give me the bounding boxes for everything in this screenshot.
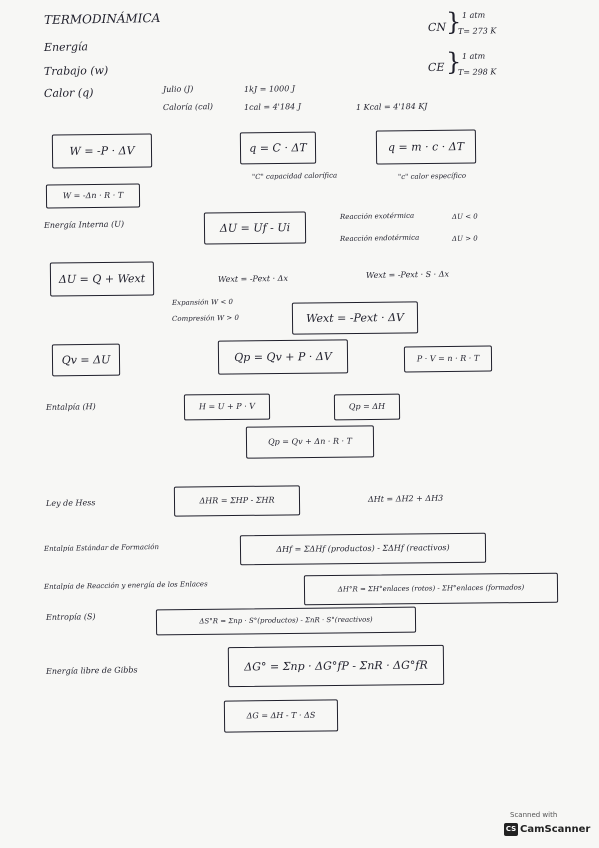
ce-brace: } (446, 48, 462, 76)
camscanner-logo-icon: CS (504, 823, 518, 836)
specific-heat-caption: "c" calor específico (397, 171, 467, 181)
gibbs-enthalpy-formula: ΔG = ΔH - T · ΔS (246, 710, 316, 721)
bond-enthalpy-formula: ΔH°R = ΣH°enlaces (rotos) - ΣH°enlaces (formados) (337, 583, 525, 594)
first-law-formula: ΔU = Q + Wext (58, 272, 146, 286)
internal-energy-label: Energía Interna (U) (43, 219, 125, 230)
hess-formula: ΔHR = ΣHP - ΣHR (199, 495, 275, 506)
endothermic-condition: ΔU > 0 (451, 234, 478, 243)
work-moles-box (46, 184, 140, 209)
page-title: TERMODINÁMICA (43, 10, 161, 27)
kcal-equivalence: 1 Kcal = 4'184 KJ (355, 101, 428, 112)
watermark-scanned-with: Scanned with (510, 811, 558, 819)
ce-pressure: 1 atm (461, 51, 486, 61)
qp-enthalpy-box (334, 394, 400, 421)
entropy-box (156, 607, 416, 636)
gibbs-enthalpy-box (224, 699, 338, 732)
qp-moles-formula: Qp = Qv + Δn · R · T (268, 436, 352, 447)
gibbs-box (228, 645, 444, 687)
ce-label: CE (427, 60, 445, 74)
exothermic-condition: ΔU < 0 (451, 212, 478, 221)
entropy-formula: ΔS°R = Σnp · S°(productos) - ΣnR · S°(reactivos) (199, 615, 373, 626)
compression-note: Compresión W > 0 (171, 313, 239, 323)
capacity-caption: "C" capacidad calorífica (251, 171, 338, 181)
specific-heat-box (376, 129, 476, 164)
cal-equivalence: 1cal = 4'184 J (243, 102, 302, 112)
work-formula: W = -P · ΔV (69, 144, 135, 158)
qp-moles-box (246, 425, 374, 458)
heat-capacity-box (240, 132, 316, 165)
cn-temperature: T= 273 K (457, 26, 497, 36)
entropy-label: Entropía (S) (45, 612, 96, 622)
camscanner-watermark (500, 808, 591, 840)
cn-pressure: 1 atm (461, 10, 486, 20)
endothermic-label: Reacción endotérmica (339, 233, 420, 243)
qp-enthalpy-formula: Qp = ΔH (348, 401, 386, 412)
wext-volume-formula: Wext = -Pext · ΔV (305, 310, 405, 326)
hess-box (174, 485, 300, 516)
watermark-brand: CamScanner (520, 824, 591, 835)
formation-formula: ΔHf = ΣΔHf (productos) - ΣΔHf (reactivos) (276, 543, 450, 554)
qv-box (52, 344, 120, 377)
hess-sum-formula: ΔHt = ΔH2 + ΔH3 (367, 493, 444, 504)
enthalpy-def-formula: H = U + P · V (198, 401, 256, 412)
qp-volume-formula: Qp = Qv + P · ΔV (234, 349, 332, 365)
trabajo-label: Trabajo (w) (43, 63, 109, 78)
formation-box (240, 533, 486, 566)
internal-energy-formula: ΔU = Uf - Ui (219, 221, 291, 235)
formation-label: Entalpía Estándar de Formación (43, 542, 160, 553)
qv-formula: Qv = ΔU (61, 353, 111, 367)
expansion-note: Expansión W < 0 (171, 297, 234, 307)
first-law-box (50, 261, 154, 296)
hess-label: Ley de Hess (45, 498, 96, 508)
ideal-gas-box (404, 346, 492, 373)
work-moles-formula: W = -Δn · R · T (62, 190, 124, 201)
kj-equivalence: 1kJ = 1000 J (243, 84, 296, 94)
cn-brace: } (446, 8, 462, 36)
energia-label: Energía (43, 40, 89, 54)
cn-label: CN (427, 20, 447, 34)
enthalpy-label: Entalpía (H) (45, 402, 96, 412)
specific-heat-formula: q = m · c · ΔT (387, 140, 465, 154)
julio-label: Julio (J) (162, 84, 194, 94)
exothermic-label: Reacción exotérmica (339, 211, 415, 221)
work-formula-box (52, 133, 152, 168)
internal-energy-box (204, 211, 306, 244)
bond-enthalpy-label: Entalpía de Reacción y energía de los Enlaces (43, 580, 208, 591)
heat-capacity-formula: q = C · ΔT (249, 141, 307, 155)
bond-enthalpy-box (304, 573, 558, 606)
wext-area-formula: Wext = -Pext · S · Δx (365, 269, 450, 280)
calor-label: Calor (q) (43, 86, 94, 100)
enthalpy-def-box (184, 394, 270, 421)
gibbs-label: Energía libre de Gibbs (45, 665, 138, 676)
ideal-gas-formula: P · V = n · R · T (416, 353, 480, 364)
ce-temperature: T= 298 K (457, 67, 497, 77)
gibbs-formula: ΔG° = Σnp · ΔG°fP - ΣnR · ΔG°fR (244, 658, 428, 674)
caloria-label: Caloría (cal) (162, 102, 214, 112)
qp-volume-box (218, 339, 348, 374)
wext-volume-box (292, 301, 418, 334)
wext-displacement-formula: Wext = -Pext · Δx (217, 273, 288, 284)
